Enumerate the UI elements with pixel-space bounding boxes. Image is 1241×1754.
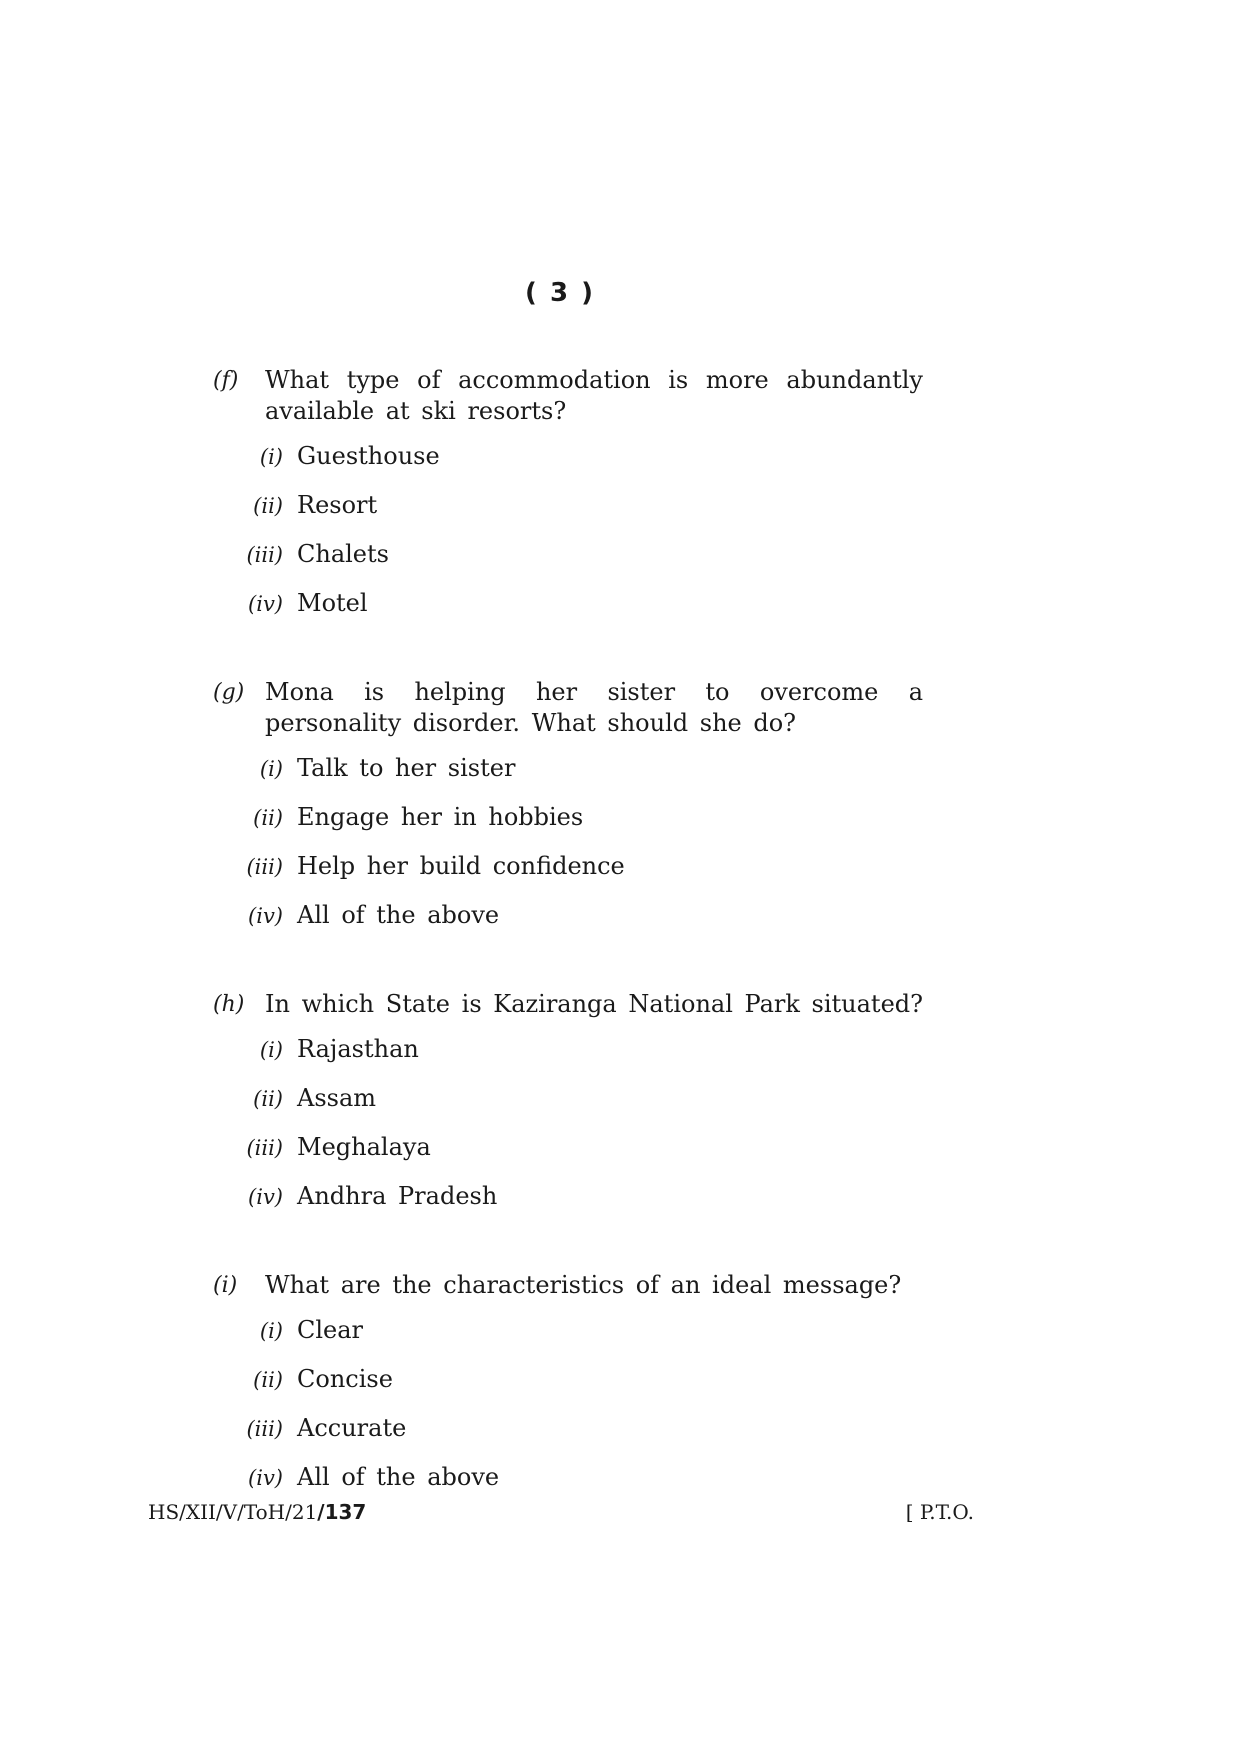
option-item xyxy=(213,441,923,490)
question-label: (i) xyxy=(213,1273,238,1298)
option-text: Resort xyxy=(297,491,378,519)
option-text: Help her build confidence xyxy=(297,852,625,880)
option-item xyxy=(213,1034,923,1083)
option-number: (iii) xyxy=(246,1417,283,1441)
page-footer xyxy=(148,1500,974,1524)
question-label: (h) xyxy=(213,992,245,1017)
paper-code-prefix: HS/XII/V/ToH/21 xyxy=(148,1500,318,1524)
option-item xyxy=(213,1181,923,1230)
option-item xyxy=(213,1315,923,1364)
option-item xyxy=(213,490,923,539)
question-text: In which State is Kaziranga National Park situated? xyxy=(265,990,924,1018)
option-number: (ii) xyxy=(253,494,283,518)
option-number: (iii) xyxy=(246,1136,283,1160)
option-list xyxy=(213,753,923,949)
option-text: Clear xyxy=(297,1316,364,1344)
option-text: Engage her in hobbies xyxy=(297,803,584,831)
paper-code-suffix: /137 xyxy=(317,1500,367,1524)
option-number: (iv) xyxy=(248,1185,283,1209)
option-text: Motel xyxy=(297,589,368,617)
option-list xyxy=(213,441,923,637)
option-text: Andhra Pradesh xyxy=(297,1182,498,1210)
option-number: (iv) xyxy=(248,1466,283,1490)
option-number: (iv) xyxy=(248,592,283,616)
option-item xyxy=(213,802,923,851)
question-label: (g) xyxy=(213,680,245,705)
page-number: ( 3 ) xyxy=(525,278,595,308)
option-text: Guesthouse xyxy=(297,442,440,470)
option-item xyxy=(213,1132,923,1181)
question-i xyxy=(213,1270,923,1511)
pto-marker: [ P.T.O. xyxy=(905,1500,974,1524)
paper-code xyxy=(148,1500,366,1524)
option-item xyxy=(213,1083,923,1132)
option-text: Rajasthan xyxy=(297,1035,419,1063)
option-number: (iii) xyxy=(246,855,283,879)
question-text: What type of accommodation is more abundantly available at ski resorts? xyxy=(265,366,923,425)
option-item xyxy=(213,1364,923,1413)
question-label: (f) xyxy=(213,368,239,393)
option-number: (ii) xyxy=(253,1087,283,1111)
question-f xyxy=(213,365,923,637)
option-text: Talk to her sister xyxy=(297,754,516,782)
option-list xyxy=(213,1034,923,1230)
option-text: Meghalaya xyxy=(297,1133,431,1161)
option-text: Chalets xyxy=(297,540,389,568)
question-text: Mona is helping her sister to overcome a personality disorder. What should she do? xyxy=(265,678,923,737)
option-item xyxy=(213,900,923,949)
option-text: Assam xyxy=(297,1084,377,1112)
question-list xyxy=(213,365,923,1551)
option-number: (i) xyxy=(259,757,283,781)
question-h xyxy=(213,989,923,1230)
option-item xyxy=(213,753,923,802)
option-number: (i) xyxy=(259,1038,283,1062)
option-text: All of the above xyxy=(297,901,500,929)
option-item xyxy=(213,539,923,588)
option-text: Concise xyxy=(297,1365,393,1393)
option-number: (i) xyxy=(259,445,283,469)
option-list xyxy=(213,1315,923,1511)
option-item xyxy=(213,1413,923,1462)
option-number: (i) xyxy=(259,1319,283,1343)
option-item xyxy=(213,851,923,900)
question-g xyxy=(213,677,923,949)
question-text: What are the characteristics of an ideal message? xyxy=(265,1271,902,1299)
option-item xyxy=(213,588,923,637)
option-number: (ii) xyxy=(253,806,283,830)
option-text: All of the above xyxy=(297,1463,500,1491)
option-number: (ii) xyxy=(253,1368,283,1392)
option-number: (iii) xyxy=(246,543,283,567)
option-text: Accurate xyxy=(297,1414,407,1442)
option-number: (iv) xyxy=(248,904,283,928)
